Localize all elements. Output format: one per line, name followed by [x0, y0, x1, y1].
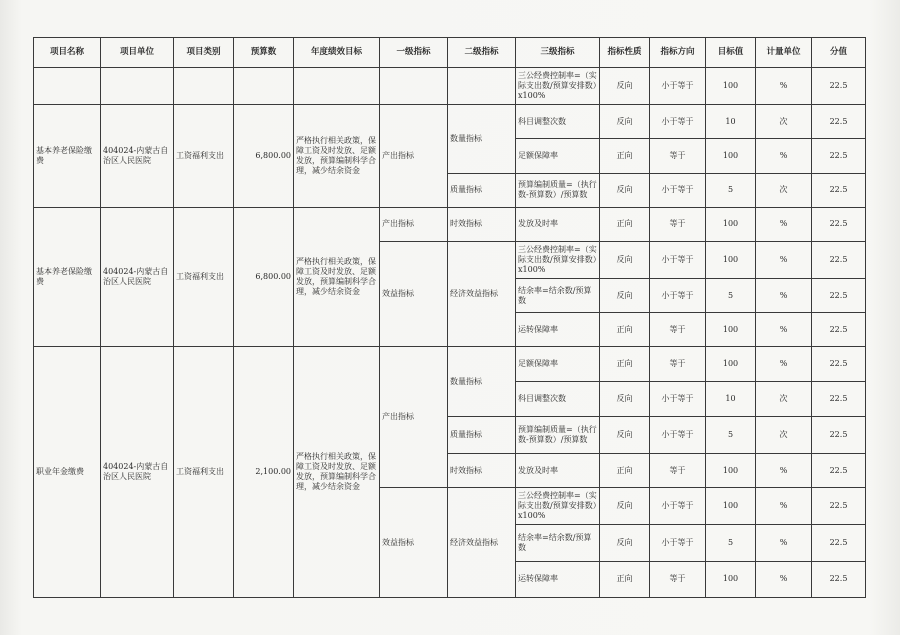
nature-cell: 反向	[600, 241, 650, 278]
unit-cell: 次	[756, 416, 812, 453]
budget-cell	[234, 68, 294, 105]
project-category-cell	[174, 68, 234, 105]
unit-cell: 次	[756, 105, 812, 139]
unit-cell: 次	[756, 173, 812, 207]
target-cell: 100	[706, 454, 756, 488]
score-cell: 22.5	[812, 525, 866, 561]
table-row	[34, 68, 866, 105]
level2-cell: 数量指标	[448, 347, 516, 416]
header-cell: 计量单位	[756, 38, 812, 68]
target-cell: 100	[706, 347, 756, 381]
project-name-cell: 职业年金缴费	[34, 347, 101, 598]
score-cell: 22.5	[812, 416, 866, 453]
metric-cell: 结余率=结余数/预算数	[516, 279, 600, 313]
score-cell: 22.5	[812, 488, 866, 525]
score-cell: 22.5	[812, 381, 866, 416]
header-cell: 预算数	[234, 38, 294, 68]
metric-cell: 发放及时率	[516, 207, 600, 241]
metric-cell: 科目调整次数	[516, 381, 600, 416]
nature-cell: 反向	[600, 173, 650, 207]
unit-cell: %	[756, 525, 812, 561]
direction-cell: 小于等于	[650, 241, 706, 278]
budget-cell: 6,800.00	[234, 207, 294, 347]
metric-cell: 科目调整次数	[516, 105, 600, 139]
level1-cell: 产出指标	[380, 207, 448, 241]
level1-cell: 产出指标	[380, 105, 448, 207]
metric-cell: 足额保障率	[516, 139, 600, 173]
unit-cell: %	[756, 488, 812, 525]
metric-cell: 结余率=结余数/预算数	[516, 525, 600, 561]
table-row	[34, 207, 866, 241]
unit-cell: %	[756, 279, 812, 313]
project-unit-cell: 404024-内蒙古自治区人民医院	[101, 105, 174, 207]
budget-cell: 6,800.00	[234, 105, 294, 207]
project-category-cell: 工资福利支出	[174, 347, 234, 598]
direction-cell: 小于等于	[650, 173, 706, 207]
header-cell: 三级指标	[516, 38, 600, 68]
project-unit-cell	[101, 68, 174, 105]
level1-cell	[380, 68, 448, 105]
header-cell: 年度绩效目标	[294, 38, 380, 68]
direction-cell: 等于	[650, 561, 706, 597]
annual-goal-cell: 严格执行相关政策，保障工资及时发放、足额发放，预算编制科学合理，减少结余资金	[294, 207, 380, 347]
metric-cell: 预算编制质量=（执行数-预算数）/预算数	[516, 416, 600, 453]
unit-cell: %	[756, 454, 812, 488]
unit-cell: %	[756, 207, 812, 241]
direction-cell: 小于等于	[650, 381, 706, 416]
header-cell: 项目单位	[101, 38, 174, 68]
nature-cell: 正向	[600, 313, 650, 347]
project-unit-cell: 404024-内蒙古自治区人民医院	[101, 347, 174, 598]
score-cell: 22.5	[812, 313, 866, 347]
score-cell: 22.5	[812, 173, 866, 207]
score-cell: 22.5	[812, 68, 866, 105]
direction-cell: 等于	[650, 313, 706, 347]
project-category-cell: 工资福利支出	[174, 105, 234, 207]
direction-cell: 小于等于	[650, 279, 706, 313]
score-cell: 22.5	[812, 207, 866, 241]
unit-cell: %	[756, 313, 812, 347]
nature-cell: 反向	[600, 381, 650, 416]
target-cell: 100	[706, 68, 756, 105]
header-cell: 一级指标	[380, 38, 448, 68]
project-name-cell	[34, 68, 101, 105]
header-row	[34, 38, 866, 68]
target-cell: 100	[706, 207, 756, 241]
unit-cell: 次	[756, 381, 812, 416]
target-cell: 100	[706, 241, 756, 278]
unit-cell: %	[756, 347, 812, 381]
nature-cell: 反向	[600, 68, 650, 105]
direction-cell: 小于等于	[650, 105, 706, 139]
header-cell: 项目类别	[174, 38, 234, 68]
project-category-cell: 工资福利支出	[174, 207, 234, 347]
header-cell: 项目名称	[34, 38, 101, 68]
score-cell: 22.5	[812, 279, 866, 313]
level1-cell: 效益指标	[380, 488, 448, 598]
direction-cell: 小于等于	[650, 525, 706, 561]
nature-cell: 反向	[600, 105, 650, 139]
level2-cell: 质量指标	[448, 416, 516, 453]
target-cell: 5	[706, 525, 756, 561]
direction-cell: 等于	[650, 454, 706, 488]
level2-cell: 数量指标	[448, 105, 516, 173]
unit-cell: %	[756, 561, 812, 597]
project-name-cell: 基本养老保险缴费	[34, 207, 101, 347]
annual-goal-cell	[294, 68, 380, 105]
score-cell: 22.5	[812, 105, 866, 139]
nature-cell: 反向	[600, 488, 650, 525]
target-cell: 100	[706, 313, 756, 347]
target-cell: 100	[706, 488, 756, 525]
nature-cell: 反向	[600, 279, 650, 313]
unit-cell: %	[756, 241, 812, 278]
metric-cell: 发放及时率	[516, 454, 600, 488]
metric-cell: 三公经费控制率=（实际支出数/预算安排数）x100%	[516, 68, 600, 105]
header-cell: 二级指标	[448, 38, 516, 68]
target-cell: 5	[706, 279, 756, 313]
target-cell: 100	[706, 139, 756, 173]
direction-cell: 等于	[650, 347, 706, 381]
project-unit-cell: 404024-内蒙古自治区人民医院	[101, 207, 174, 347]
nature-cell: 正向	[600, 454, 650, 488]
performance-target-table	[33, 37, 866, 598]
level1-cell: 产出指标	[380, 347, 448, 488]
nature-cell: 正向	[600, 139, 650, 173]
direction-cell: 小于等于	[650, 416, 706, 453]
score-cell: 22.5	[812, 139, 866, 173]
budget-cell: 2,100.00	[234, 347, 294, 598]
score-cell: 22.5	[812, 454, 866, 488]
direction-cell: 等于	[650, 139, 706, 173]
score-cell: 22.5	[812, 241, 866, 278]
direction-cell: 小于等于	[650, 68, 706, 105]
level2-cell: 质量指标	[448, 173, 516, 207]
table-row	[34, 347, 866, 381]
level2-cell: 经济效益指标	[448, 488, 516, 598]
score-cell: 22.5	[812, 561, 866, 597]
metric-cell: 三公经费控制率=（实际支出数/预算安排数）x100%	[516, 241, 600, 278]
direction-cell: 等于	[650, 207, 706, 241]
unit-cell: %	[756, 139, 812, 173]
nature-cell: 正向	[600, 561, 650, 597]
nature-cell: 正向	[600, 207, 650, 241]
metric-cell: 运转保障率	[516, 313, 600, 347]
score-cell: 22.5	[812, 347, 866, 381]
level2-cell: 经济效益指标	[448, 241, 516, 347]
level2-cell: 时效指标	[448, 454, 516, 488]
target-cell: 10	[706, 381, 756, 416]
target-cell: 5	[706, 173, 756, 207]
metric-cell: 足额保障率	[516, 347, 600, 381]
annual-goal-cell: 严格执行相关政策，保障工资及时发放、足额发放，预算编制科学合理，减少结余资金	[294, 105, 380, 207]
table-row	[34, 105, 866, 139]
unit-cell: %	[756, 68, 812, 105]
nature-cell: 反向	[600, 525, 650, 561]
level2-cell	[448, 68, 516, 105]
header-cell: 指标性质	[600, 38, 650, 68]
target-cell: 100	[706, 561, 756, 597]
metric-cell: 三公经费控制率=（实际支出数/预算安排数）x100%	[516, 488, 600, 525]
level2-cell: 时效指标	[448, 207, 516, 241]
target-cell: 10	[706, 105, 756, 139]
metric-cell: 运转保障率	[516, 561, 600, 597]
annual-goal-cell: 严格执行相关政策，保障工资及时发放、足额发放，预算编制科学合理，减少结余资金	[294, 347, 380, 598]
level1-cell: 效益指标	[380, 241, 448, 347]
target-cell: 5	[706, 416, 756, 453]
header-cell: 目标值	[706, 38, 756, 68]
direction-cell: 小于等于	[650, 488, 706, 525]
project-name-cell: 基本养老保险缴费	[34, 105, 101, 207]
header-cell: 指标方向	[650, 38, 706, 68]
header-cell: 分值	[812, 38, 866, 68]
nature-cell: 正向	[600, 347, 650, 381]
nature-cell: 反向	[600, 416, 650, 453]
metric-cell: 预算编制质量=（执行数-预算数）/预算数	[516, 173, 600, 207]
